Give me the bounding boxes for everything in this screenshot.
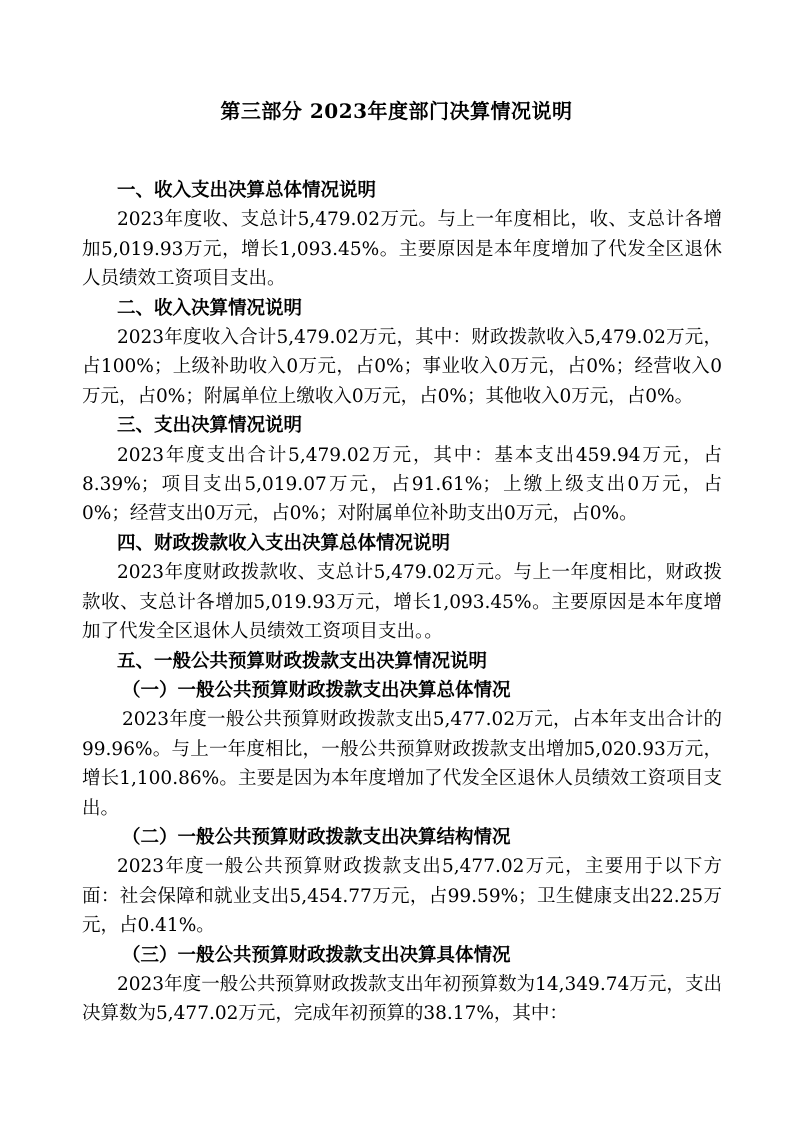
subsection-heading-overall: （一）一般公共预算财政拨款支出决算总体情况 xyxy=(122,679,511,701)
section-heading-income: 二、收入决算情况说明 xyxy=(117,297,303,319)
page-title: 第三部分 2023年度部门决算情况说明 xyxy=(220,99,573,123)
section-text-income: 2023年度收入合计5,479.02万元，其中：财政拨款收入5,479.02万元，占100%；上级补助收入0万元，占0%；事业收入0万元，占0%；经营收入0万元，占0%；附属单位上缴收入0万元，占0%；其他收入0万元，占0%。 xyxy=(82,327,722,407)
document-body xyxy=(82,176,722,1029)
section-text-expense: 2023年度支出合计5,479.02万元，其中：基本支出459.94万元，占8.39%；项目支出5,019.07万元，占91.61%；上缴上级支出0万元，占0%；经营支出0万元，占0%；对附属单位补助支出0万元，占0%。 xyxy=(82,444,722,525)
section-heading-income-expense-overall: 一、收入支出决算总体情况说明 xyxy=(117,180,377,201)
subsection-heading-structure: （二）一般公共预算财政拨款支出决算结构情况 xyxy=(122,826,511,848)
section-heading-fiscal-appropriation: 四、财政拨款收入支出决算总体情况说明 xyxy=(117,532,451,554)
section-heading-expense: 三、支出决算情况说明 xyxy=(117,415,303,437)
subsection-text-structure: 2023年度一般公共预算财政拨款支出5,477.02万元，主要用于以下方面：社会保障和就业支出5,454.77万元，占99.59%；卫生健康支出22.25万元，占0.41%。 xyxy=(82,856,722,937)
subsection-text-details: 2023年度一般公共预算财政拨款支出年初预算数为14,349.74万元，支出决算数为5,477.02万元，完成年初预算的38.17%，其中： xyxy=(82,973,722,1025)
subsection-text-overall: 2023年度一般公共预算财政拨款支出5,477.02万元，占本年支出合计的99.96%。与上一年度相比，一般公共预算财政拨款支出增加5,020.93万元，增长1,100.86%。主要是因为本年度增加了代发全区退休人员绩效工资项目支出。 xyxy=(82,709,722,819)
section-text-income-expense-overall: 2023年度收、支总计5,479.02万元。与上一年度相比，收、支总计各增加5,019.93万元，增长1,093.45%。主要原因是本年度增加了代发全区退休人员绩效工资项目支出。 xyxy=(82,209,722,290)
section-text-fiscal-appropriation: 2023年度财政拨款收、支总计5,479.02万元。与上一年度相比，财政拨款收、支总计各增加5,019.93万元，增长1,093.45%。主要原因是本年度增加了代发全区退休人员绩效工资项目支出。。 xyxy=(82,562,722,643)
section-heading-general-budget: 五、一般公共预算财政拨款支出决算情况说明 xyxy=(117,650,488,672)
subsection-heading-details: （三）一般公共预算财政拨款支出决算具体情况 xyxy=(122,944,511,966)
